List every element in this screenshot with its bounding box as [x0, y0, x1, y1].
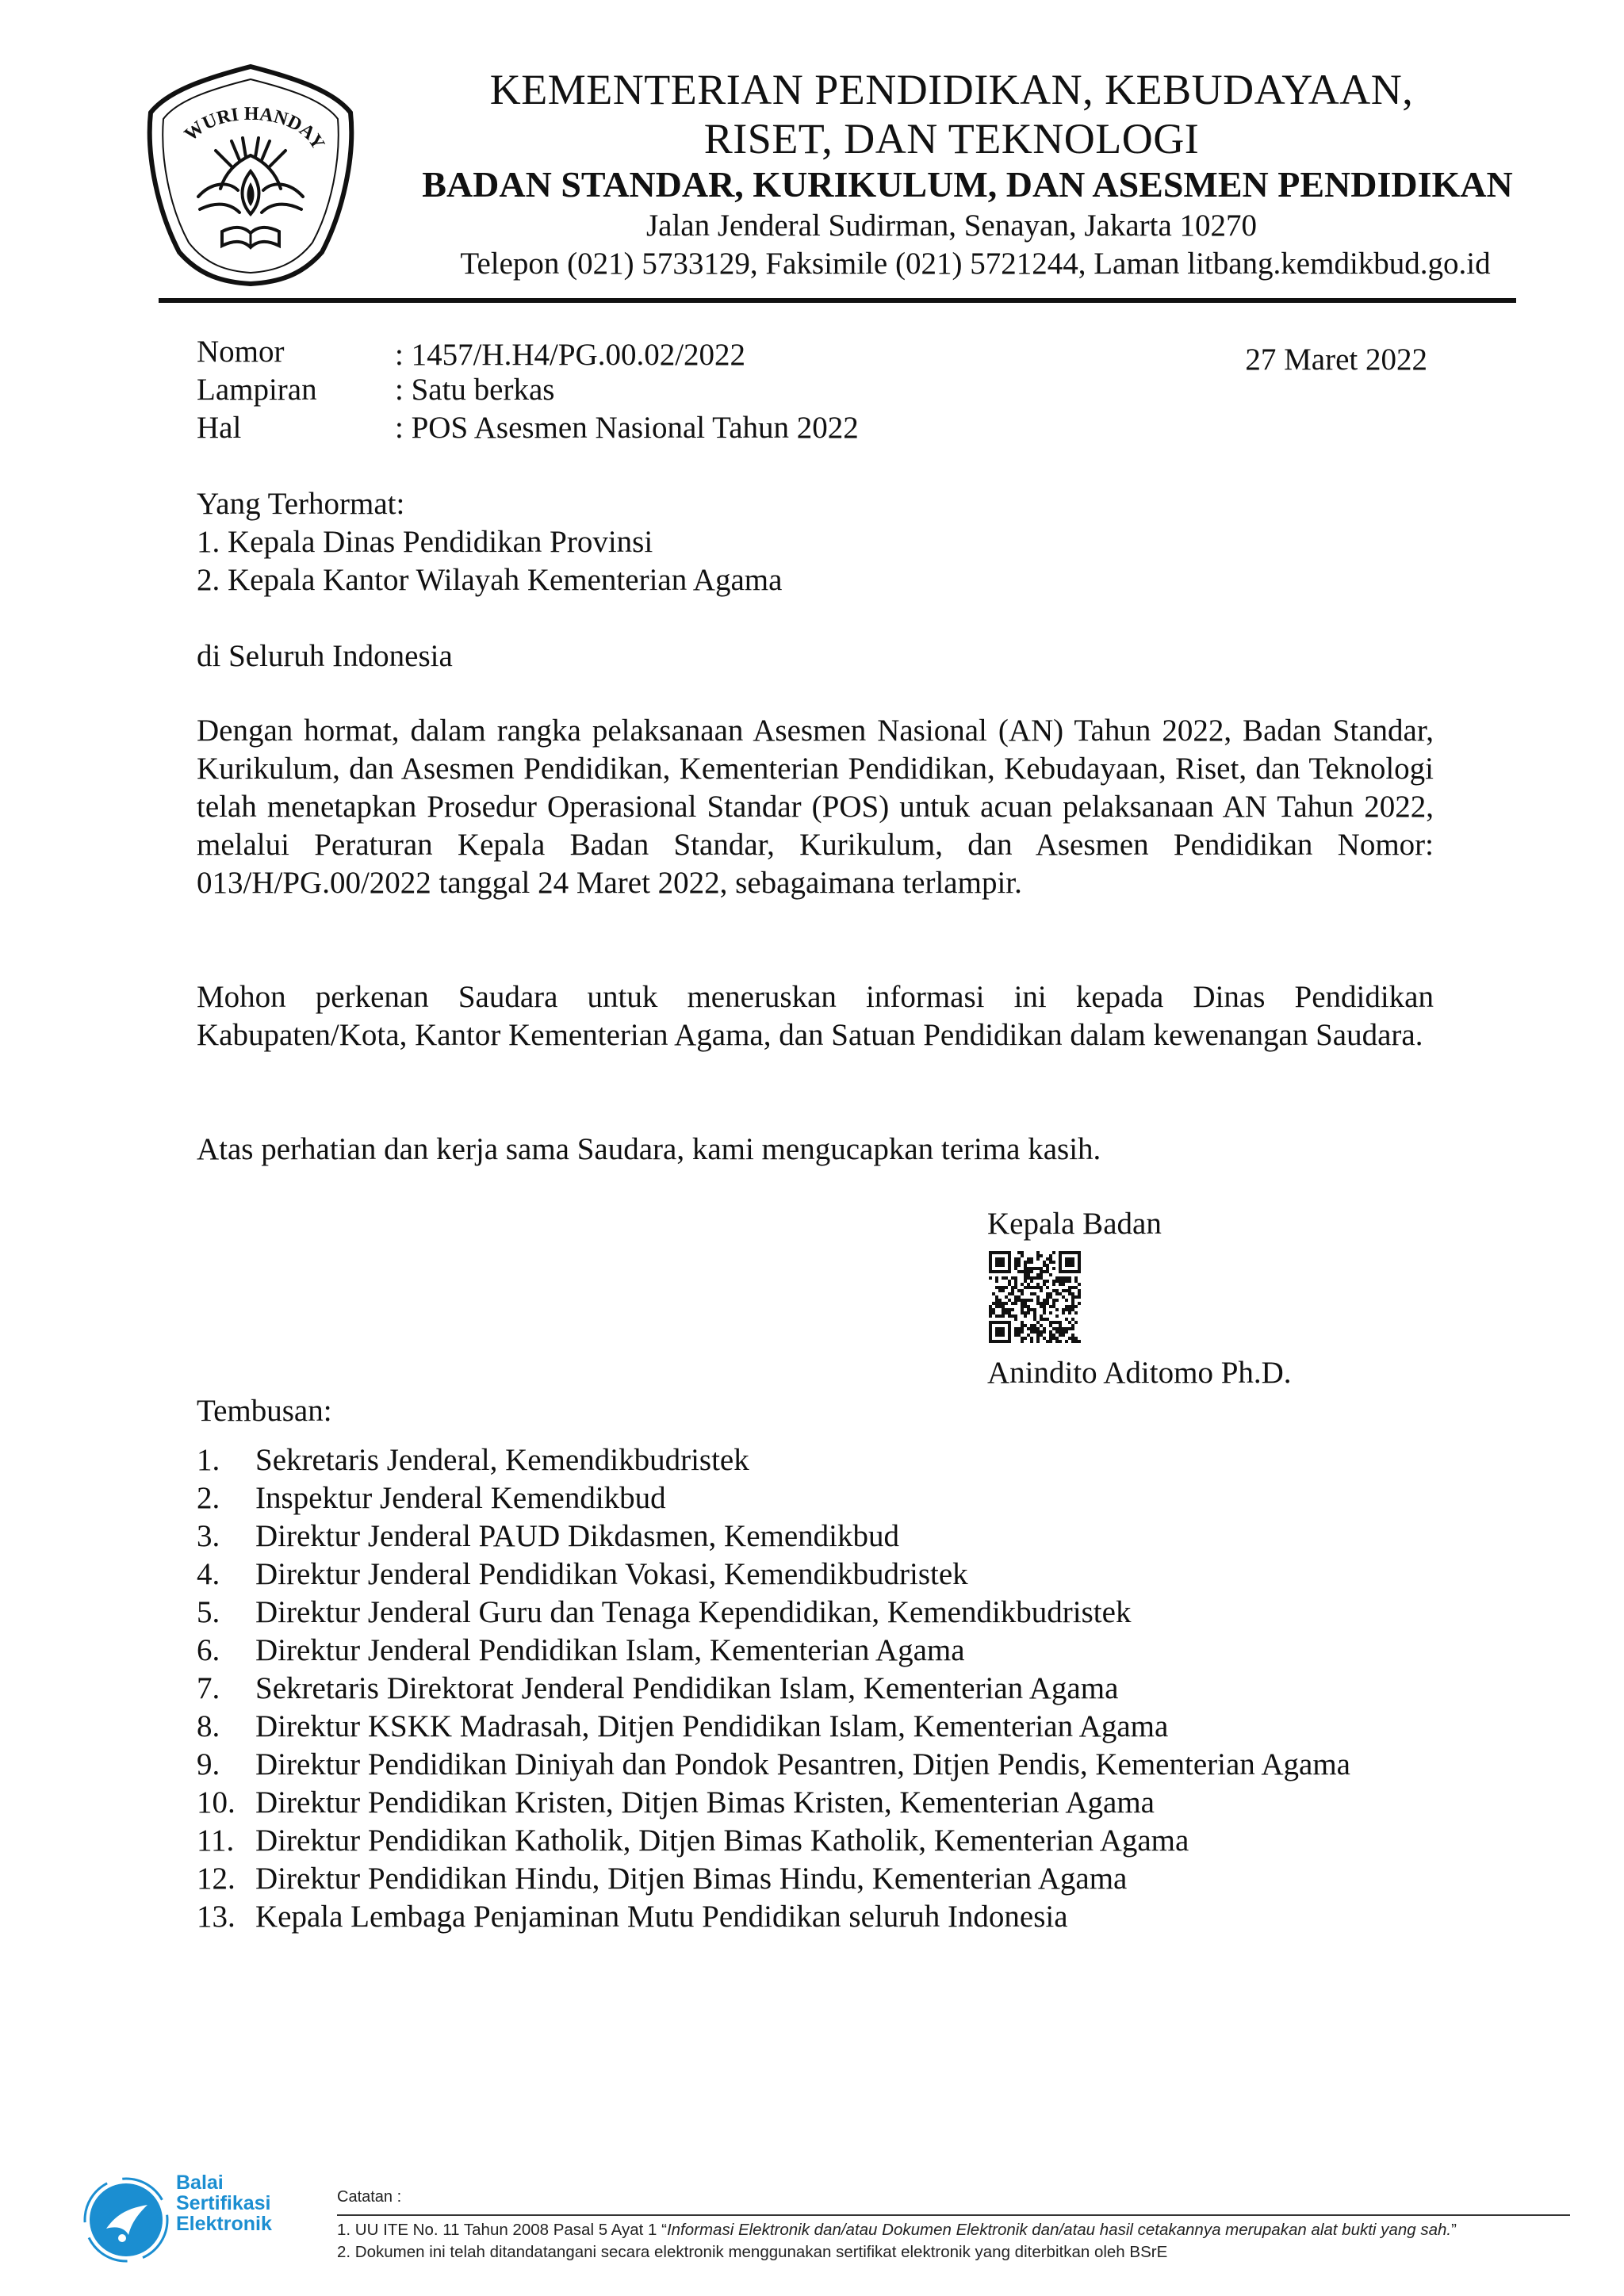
list-item-number: 1.	[197, 1443, 220, 1477]
list-item-number: 12.	[197, 1862, 236, 1896]
salutation: Yang Terhormat:	[197, 487, 405, 521]
list-item	[197, 1594, 1350, 1632]
list-item	[197, 1632, 1350, 1670]
list-item-number: 11.	[197, 1823, 235, 1858]
contact-line: Telepon (021) 5733129, Faksimile (021) 5721244, Laman litbang.kemdikbud.go.id	[460, 247, 1491, 281]
list-item-number: 6.	[197, 1633, 220, 1667]
copies-list	[197, 1441, 1350, 1936]
note-1-suffix: ”	[1451, 2221, 1457, 2239]
note-divider	[337, 2214, 1570, 2216]
list-item-text: Kepala Lembaga Penjaminan Mutu Pendidikan seluruh Indonesia	[255, 1900, 1068, 1934]
body-paragraph-3: Atas perhatian dan kerja sama Saudara, kami mengucapkan terima kasih.	[197, 1132, 1101, 1166]
list-item-number: 2.	[197, 1481, 220, 1515]
bsre-wordmark	[176, 2172, 272, 2234]
list-item-text: Direktur Jenderal Pendidikan Islam, Kementerian Agama	[255, 1633, 965, 1667]
bsre-line: Balai	[176, 2172, 224, 2194]
address-line: Jalan Jenderal Sudirman, Senayan, Jakarta 10270	[645, 209, 1258, 243]
recipient-item: 2. Kepala Kantor Wilayah Kementerian Agama	[197, 563, 783, 597]
logo-motto: WURI HANDAY	[180, 103, 327, 152]
meta-label-lampiran: Lampiran	[197, 373, 317, 407]
list-item	[197, 1784, 1350, 1822]
list-item	[197, 1670, 1350, 1708]
list-item-number: 3.	[197, 1519, 220, 1553]
list-item-number: 13.	[197, 1900, 236, 1934]
list-item-text: Direktur Jenderal Guru dan Tenaga Kependidikan, Kemendikbudristek	[255, 1595, 1132, 1629]
list-item-text: Direktur Pendidikan Hindu, Ditjen Bimas Hindu, Kementerian Agama	[255, 1862, 1128, 1896]
note-1-quote: Informasi Elektronik dan/atau Dokumen Elektronik dan/atau hasil cetakannya merupakan alat bukti yang sah.	[666, 2221, 1452, 2239]
recipient-location: di Seluruh Indonesia	[197, 639, 453, 673]
meta-value-nomor: : 1457/H.H4/PG.00.02/2022	[395, 338, 746, 372]
qr-code-icon	[989, 1251, 1081, 1343]
list-item-text: Direktur Pendidikan Kristen, Ditjen Bimas Kristen, Kementerian Agama	[255, 1785, 1155, 1820]
body-paragraph-2: Mohon perkenan Saudara untuk meneruskan informasi ini kepada Dinas Pendidikan Kabupaten/Kota, Kantor Kementerian Agama, dan Satuan Pendidikan dalam kewenangan Saudara.	[197, 980, 1434, 1052]
copies-title: Tembusan:	[197, 1394, 332, 1428]
signatory-name: Anindito Aditomo Ph.D.	[987, 1356, 1292, 1390]
agency-name: BADAN STANDAR, KURIKULUM, DAN ASESMEN PENDIDIKAN	[422, 164, 1513, 205]
signatory-position: Kepala Badan	[987, 1207, 1162, 1241]
note-title: Catatan :	[337, 2188, 402, 2206]
list-item-text: Direktur KSKK Madrasah, Ditjen Pendidikan Islam, Kementerian Agama	[255, 1709, 1169, 1743]
meta-label-hal: Hal	[197, 411, 242, 445]
list-item-text: Direktur Jenderal Pendidikan Vokasi, Kemendikbudristek	[255, 1557, 968, 1591]
note-1-prefix: 1. UU ITE No. 11 Tahun 2008 Pasal 5 Ayat 1 “	[337, 2221, 667, 2239]
list-item	[197, 1556, 1350, 1594]
bsre-logo-icon	[82, 2176, 170, 2263]
list-item-text: Inspektur Jenderal Kemendikbud	[255, 1481, 666, 1515]
meta-label-nomor: Nomor	[197, 335, 285, 369]
list-item-text: Sekretaris Jenderal, Kemendikbudristek	[255, 1443, 749, 1477]
list-item-number: 10.	[197, 1785, 236, 1820]
list-item	[197, 1517, 1350, 1556]
meta-value-lampiran: : Satu berkas	[395, 373, 555, 407]
list-item-text: Direktur Jenderal PAUD Dikdasmen, Kemendikbud	[255, 1519, 899, 1553]
recipient-item: 1. Kepala Dinas Pendidikan Provinsi	[197, 525, 653, 559]
list-item	[197, 1860, 1350, 1898]
list-item-text: Direktur Pendidikan Diniyah dan Pondok Pesantren, Ditjen Pendis, Kementerian Agama	[255, 1747, 1350, 1781]
list-item-number: 5.	[197, 1595, 220, 1629]
list-item	[197, 1746, 1350, 1784]
list-item-text: Direktur Pendidikan Katholik, Ditjen Bimas Katholik, Kementerian Agama	[255, 1823, 1189, 1858]
list-item	[197, 1479, 1350, 1517]
list-item	[197, 1708, 1350, 1746]
bsre-line: Sertifikasi	[176, 2192, 271, 2214]
list-item	[197, 1822, 1350, 1860]
note-line-2: 2. Dokumen ini telah ditandatangani secara elektronik menggunakan sertifikat elektronik yang diterbitkan oleh BSrE	[337, 2243, 1168, 2261]
list-item-number: 9.	[197, 1747, 220, 1781]
list-item	[197, 1898, 1350, 1936]
tut-wuri-handayani-logo-icon	[143, 62, 358, 287]
list-item-number: 4.	[197, 1557, 220, 1591]
meta-value-hal: : POS Asesmen Nasional Tahun 2022	[395, 411, 859, 445]
list-item-number: 8.	[197, 1709, 220, 1743]
bsre-line: Elektronik	[176, 2213, 272, 2235]
list-item	[197, 1441, 1350, 1479]
list-item-text: Sekretaris Direktorat Jenderal Pendidikan Islam, Kementerian Agama	[255, 1671, 1119, 1705]
ministry-name-line2: RISET, DAN TEKNOLOGI	[703, 115, 1200, 163]
svg-text:TUT WURI HANDAYANI	[143, 62, 328, 153]
letter-date: 27 Maret 2022	[1245, 342, 1427, 377]
letterhead-divider	[159, 298, 1516, 303]
body-paragraph-1: Dengan hormat, dalam rangka pelaksanaan Asesmen Nasional (AN) Tahun 2022, Badan Standar, Kurikulum, dan Asesmen Pendidikan, Kementerian Pendidikan, Kebudayaan, Riset, dan Teknologi telah menetapkan Prosedur Operasional Standar (POS) untuk acuan pelaksanaan AN Tahun 2022, melalui Peraturan Kepala Badan Standar, Kurikulum, dan Asesmen Pendidikan Nomor: 013/H/PG.00/2022 tanggal 24 Maret 2022, sebagaimana terlampir.	[197, 714, 1434, 900]
ministry-name-line1: KEMENTERIAN PENDIDIKAN, KEBUDAYAAN,	[489, 66, 1414, 113]
note-line-1	[337, 2220, 1457, 2241]
list-item-number: 7.	[197, 1671, 220, 1705]
